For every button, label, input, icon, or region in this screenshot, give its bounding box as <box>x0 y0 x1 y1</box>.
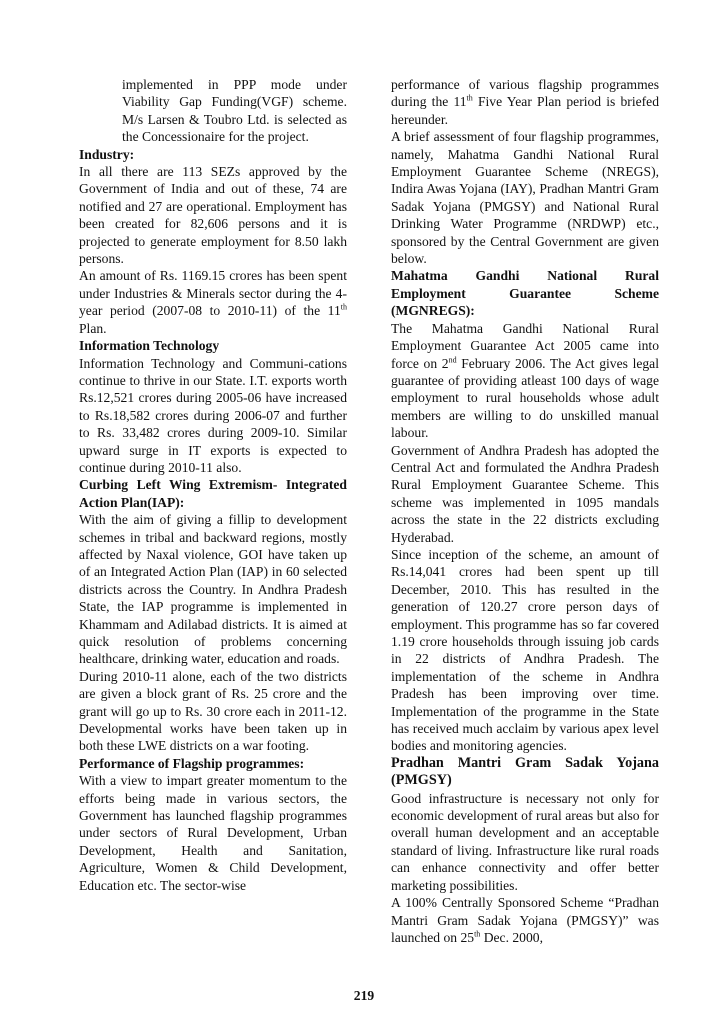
it-heading: Information Technology <box>79 338 220 354</box>
flagship-continuation <box>391 76 659 128</box>
industry-p2-tail: Plan. <box>79 320 107 336</box>
lwe-paragraph-1: With the aim of giving a fillip to development schemes in tribal and backward regions, mostly affected by Naxal violence, GOI have taken up of an Integrated Action Plan (IAP) in 60 selected districts across the Country. In Andhra Pradesh State, the IAP programme is implemented in Khammam and Adilabad districts. It is aimed at quick resolution of problems concerning healthcare, drinking water, education and roads. <box>79 512 347 667</box>
assessment-paragraph: A brief assessment of four flagship programmes, namely, Mahatma Gandhi National Rural Employment Guarantee Scheme (NREGS), Indira Awas Yojana (IAY), Pradhan Mantri Gram Sadak Yojana (PMGSY) and National Rural Drinking Water Programme (NRDWP) etc., sponsored by the Central Government are given below. <box>391 129 659 267</box>
left-column <box>79 76 347 894</box>
pmgsy-p2-sup: th <box>474 929 481 939</box>
pmgsy-p2-text: A 100% Centrally Sponsored Scheme “Pradhan Mantri Gram Sadak Yojana (PMGSY)” was launched on 25 <box>391 895 659 945</box>
flagship-paragraph: With a view to impart greater momentum to the efforts being made in various sectors, the Government has launched flagship programmes under sectors of Rural Development, Urban Development, Health and Sanitation, Agriculture, Women & Child Development, Education etc. The sector-wise <box>79 773 347 893</box>
continuation-sup: th <box>466 93 473 103</box>
lwe-paragraph-2: During 2010-11 alone, each of the two districts are given a block grant of Rs. 25 crore and the grant will go up to Rs. 30 crore each in 2011-12. Developmental works have been taken up in both these LWE districts on a war footing. <box>79 668 347 754</box>
pmgsy-heading: Pradhan Mantri Gram Sadak Yojana (PMGSY) <box>391 754 659 789</box>
industry-p2-text: An amount of Rs. 1169.15 crores has been spent under Industries & Minerals sector during the 4-year period (2007-08 to 2010-11) of the 11 <box>79 268 347 319</box>
it-paragraph: Information Technology and Communi-cations continue to thrive in our State. I.T. exports worth Rs.12,521 crores during 2005-06 have increased to Rs.18,582 crores during 2006-07 and further to Rs. 33,482 crores during 2009-10. Similar upward surge in IT exports is expected to continue during 2010-11 also. <box>79 355 347 475</box>
mgnregs-paragraph-1 <box>391 320 659 442</box>
industry-paragraph-1: In all there are 113 SEZs approved by the Government of India and out of these, 74 are notified and 27 are operational. Employment has been created for 82,606 persons and it is projected to generate employment for 8.50 lakh persons. <box>79 164 347 267</box>
pmgsy-paragraph-2 <box>391 894 659 946</box>
mgnregs-paragraph-3: Since inception of the scheme, an amount of Rs.14,041 crores had been spent up till December, 2010. This has resulted in the generation of 120.27 crore person days of employment. This programme has so far covered 1.19 crore households through issuing job cards in 22 districts of Andhra Pradesh. The implementation of the scheme in Andhra Pradesh has been improving over time. Implementation of the programme in the State has received much acclaim by various apex level bodies and monitoring agencies. <box>391 546 659 754</box>
mgnregs-p1-tail: February 2006. The Act gives legal guarantee of providing atleast 100 days of wage employment to rural households whose adult members are willing to do unskilled manual labour. <box>391 355 659 441</box>
mgnregs-heading: Mahatma Gandhi National Rural Employment Guarantee Scheme (MGNREGS): <box>391 268 659 319</box>
mgnregs-paragraph-2: Government of Andhra Pradesh has adopted the Central Act and formulated the Andhra Pradesh Rural Employment Guarantee Scheme. This scheme was implemented in 1095 mandals across the state in the 22 districts excluding Hyderabad. <box>391 442 659 545</box>
page-number: 219 <box>353 988 375 1003</box>
right-column <box>391 76 659 946</box>
pmgsy-p2-tail: Dec. 2000, <box>480 929 543 945</box>
flagship-heading: Performance of Flagship programmes: <box>79 755 305 771</box>
continuation-text: performance of various flagship programmes during the 11 <box>391 77 659 110</box>
industry-paragraph-2 <box>79 267 347 337</box>
ppp-paragraph: implemented in PPP mode under Viability Gap Funding(VGF) scheme. M/s Larsen & Toubro Ltd. is selected as the Concessionaire for the project. <box>122 77 347 145</box>
pmgsy-paragraph-1: Good infrastructure is necessary not only for economic development of rural areas but also for overall human development and an acceptable standard of living. Infrastructure like rural roads can enhance connectivity and offer better marketing possibilities. <box>391 790 659 893</box>
mgnregs-p1-text: The Mahatma Gandhi National Rural Employment Guarantee Act 2005 came into force on 2 <box>391 320 659 371</box>
mgnregs-p1-sup: nd <box>448 354 457 364</box>
industry-heading: Industry: <box>79 146 135 162</box>
lwe-heading: Curbing Left Wing Extremism- Integrated Action Plan(IAP): <box>79 477 347 510</box>
continuation-tail: Five Year Plan period is briefed hereunder. <box>391 94 660 127</box>
industry-p2-sup: th <box>340 302 347 312</box>
